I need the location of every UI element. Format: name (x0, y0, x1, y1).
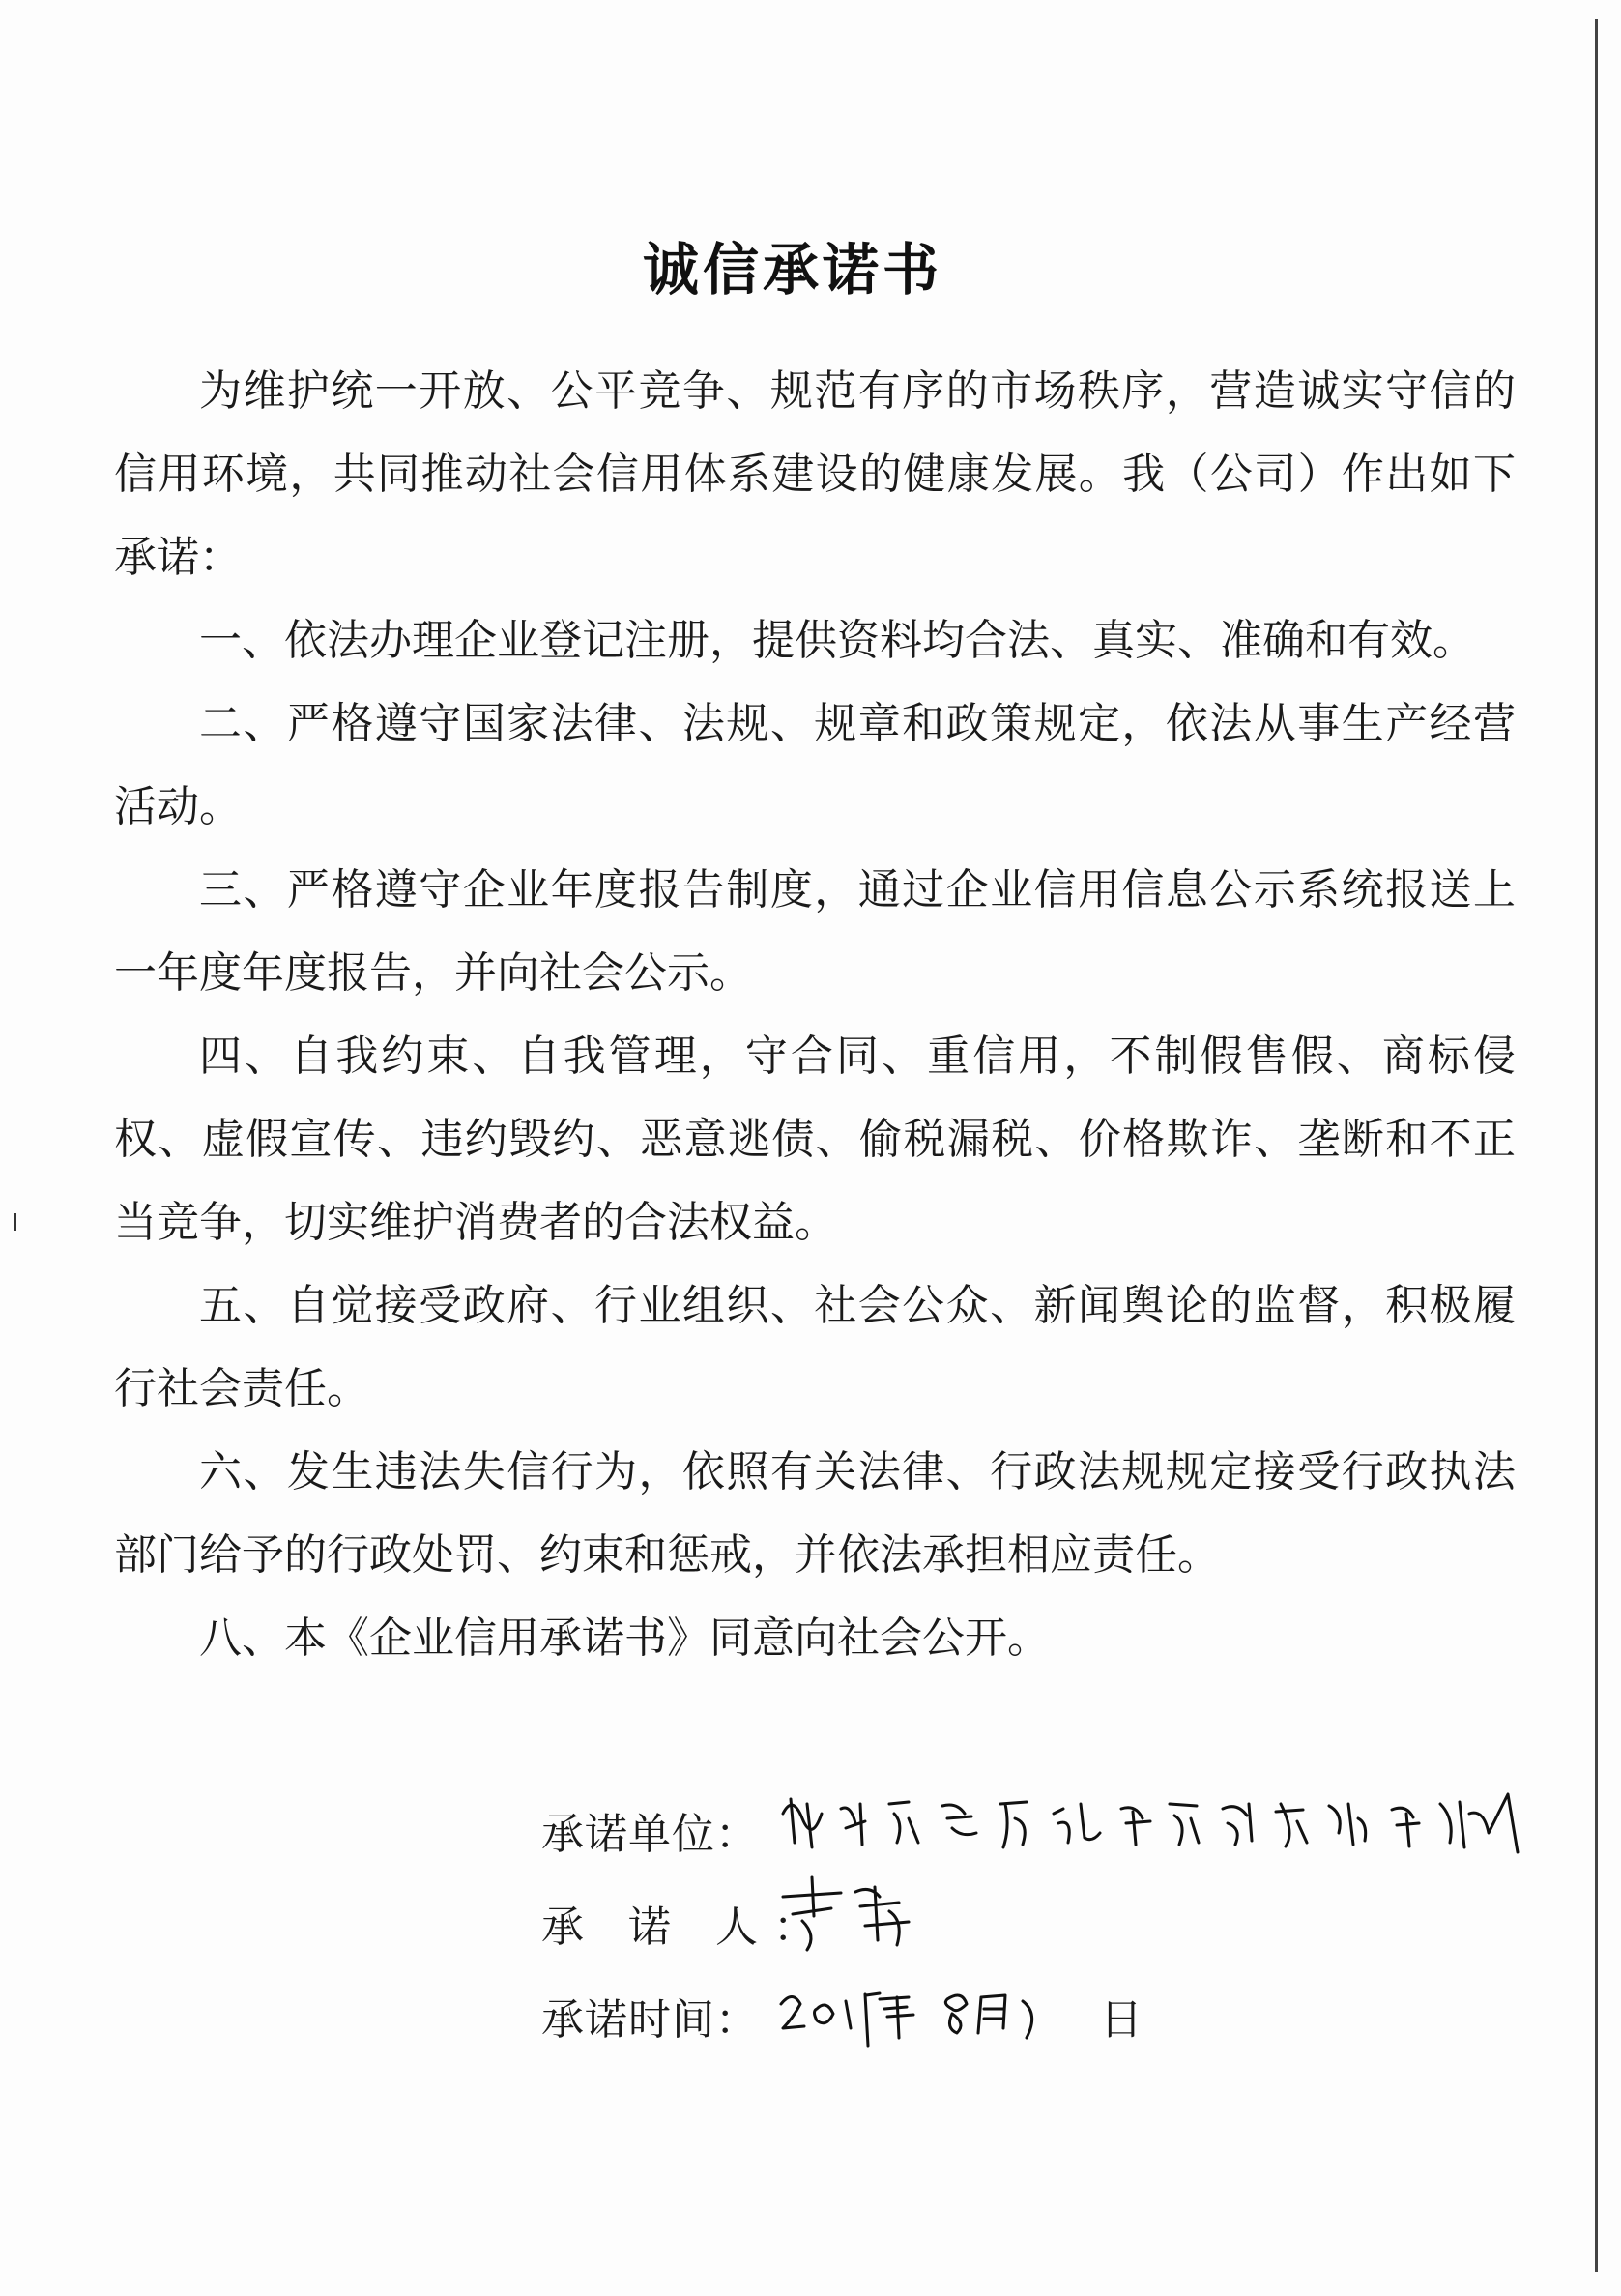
commitment-item-2: 二、严格遵守国家法律、法规、规章和政策规定，依法从事生产经营活动。 (114, 699, 1516, 831)
person-label: 承 诺 人： (541, 1903, 831, 1952)
date-day-char: 日 (1100, 1995, 1143, 2045)
commitment-item-6: 六、发生违法失信行为，依照有关法律、行政法规规定接受行政执法部门给予的行政处罚、约束和惩戒，并依法承担相应责任。 (114, 1447, 1516, 1580)
document-body (114, 350, 1516, 1680)
commitment-item-8: 八、本《企业信用承诺书》同意向社会公开。 (199, 1613, 1050, 1663)
commitment-item-5: 五、自觉接受政府、行业组织、社会公众、新闻舆论的监督，积极履行社会责任。 (114, 1281, 1516, 1413)
date-label: 承诺时间： (541, 1995, 759, 2045)
date-handwritten (773, 1961, 1083, 2080)
intro-paragraph: 为维护统一开放、公平竞争、规范有序的市场秩序，营造诚实守信的信用环境，共同推动社会信用体系建设的健康发展。我（公司）作出如下承诺： (114, 366, 1516, 582)
signature-unit-row (541, 1788, 1585, 1881)
signature-date-row (541, 1974, 1585, 2067)
signature-block (541, 1788, 1585, 2067)
unit-label: 承诺单位： (541, 1810, 759, 1859)
commitment-item-4: 四、自我约束、自我管理，守合同、重信用，不制假售假、商标侵权、虚假宣传、违约毁约、恶意逃债、偷税漏税、价格欺诈、垄断和不正当竞争，切实维护消费者的合法权益。 (114, 1032, 1516, 1247)
commitment-item-1: 一、依法办理企业登记注册，提供资料均合法、真实、准确和有效。 (199, 616, 1475, 665)
scan-mark (14, 1213, 16, 1231)
document-title: 诚信承诺书 (642, 237, 942, 303)
scan-edge-line (1595, 19, 1598, 2272)
commitment-item-3: 三、严格遵守企业年度报告制度，通过企业信用信息公示系统报送上一年度年度报告，并向社会公示。 (114, 865, 1516, 998)
